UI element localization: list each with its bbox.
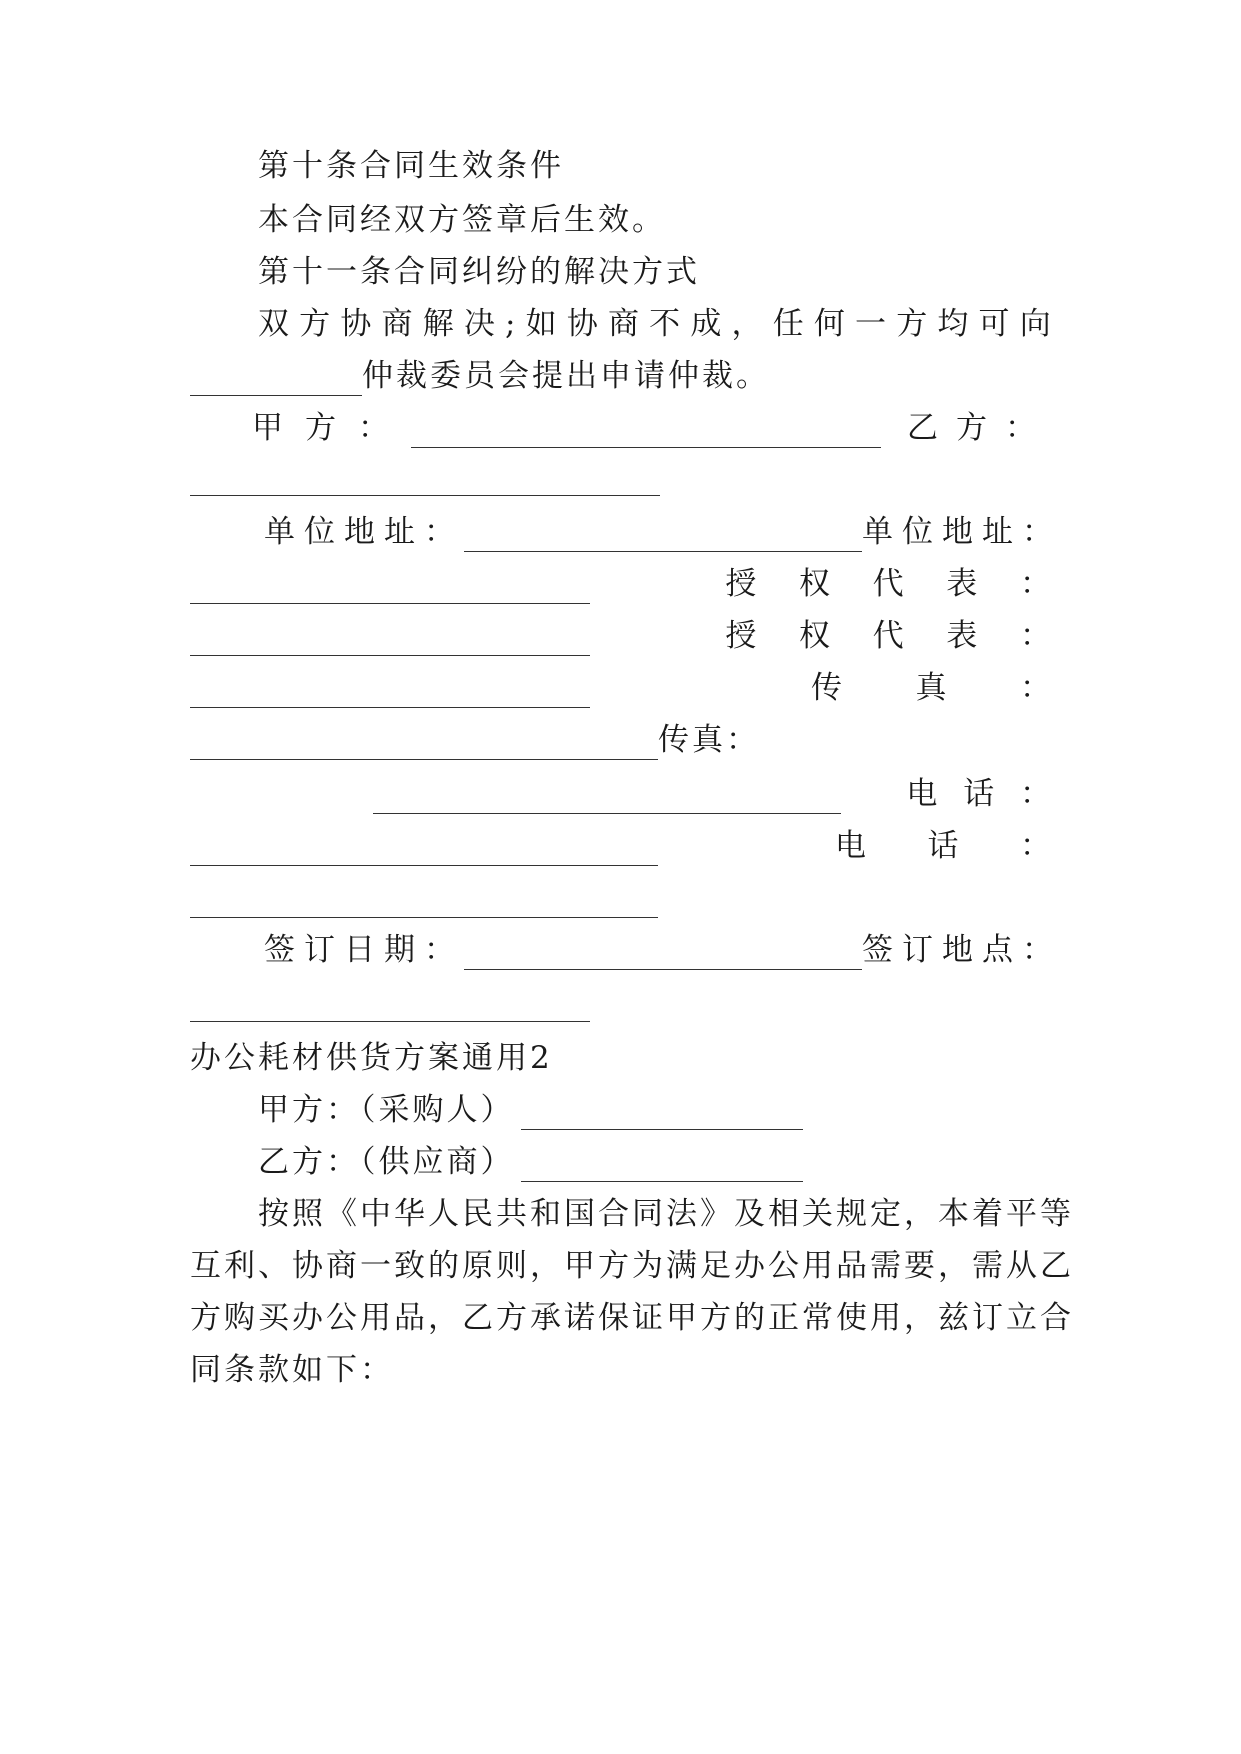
arbitration-blank — [190, 365, 362, 396]
tel-b-char: ： — [1020, 828, 1054, 864]
dispute-char: 商 — [381, 306, 416, 342]
dispute-char: 一 — [855, 306, 890, 342]
preamble-line-2: 互利、协商一致的原则，甲方为满足办公用品需要，需从乙 — [190, 1248, 1074, 1284]
buyer-line — [258, 1090, 1054, 1130]
signing-date-blank — [464, 939, 862, 970]
dispute-char: 双 — [258, 306, 292, 342]
party-a-label: 甲方： — [252, 410, 411, 446]
rep-a-blank — [190, 625, 590, 656]
fax-a-blank — [190, 729, 658, 760]
dispute-char: 决 — [463, 306, 498, 342]
dispute-char: 不 — [649, 306, 684, 342]
dispute-char: 可 — [978, 306, 1013, 342]
tel-a-char: 电 — [906, 776, 941, 812]
buyer-label: 甲方：（采购人） — [258, 1092, 515, 1128]
tel-b-blank — [190, 887, 658, 918]
dispute-char: ; — [505, 306, 519, 342]
tel-line-1 — [190, 774, 1054, 814]
preamble-line-1: 按照《中华人民共和国合同法》及相关规定，本着平等 — [258, 1196, 1074, 1232]
party-line — [190, 408, 1054, 448]
rep-a-char: ： — [1019, 566, 1054, 602]
signing-place-blank-line — [190, 982, 1054, 1022]
signing-place-label: 签订地点： — [862, 932, 1062, 968]
article-11-heading: 第十一条合同纠纷的解决方式 — [258, 254, 700, 290]
supplier-blank — [521, 1151, 803, 1182]
rep-line-1 — [190, 564, 1054, 604]
rep-a-char: 表 — [946, 566, 981, 602]
preamble-line-3: 方购买办公用品，乙方承诺保证甲方的正常使用，兹订立合 — [190, 1300, 1074, 1336]
tel-a-char: ： — [1019, 776, 1054, 812]
dispute-char: 方 — [896, 306, 931, 342]
dispute-char: 协 — [566, 306, 601, 342]
party-a-blank — [411, 417, 881, 448]
fax-b-blank — [373, 783, 841, 814]
party-b-blank-line — [190, 456, 1054, 496]
rep-line-2 — [190, 616, 1054, 656]
arbitration-line — [190, 356, 1054, 396]
section-title: 办公耗材供货方案通用2 — [190, 1040, 553, 1076]
article-10-body: 本合同经双方签章后生效。 — [258, 202, 666, 238]
dispute-char: ， — [731, 306, 766, 342]
dispute-char: 方 — [299, 306, 334, 342]
rep-a-char: 权 — [798, 566, 833, 602]
rep-b-char: 表 — [946, 618, 981, 654]
signing-place-blank — [190, 991, 590, 1022]
signing-line — [190, 930, 1062, 970]
party-b-label: 乙方： — [907, 410, 1054, 446]
party-b-blank — [190, 465, 660, 496]
tel-b-char: 电 — [835, 828, 869, 864]
dispute-char: 任 — [772, 306, 807, 342]
arbitration-text: 仲裁委员会提出申请仲裁。 — [362, 358, 770, 394]
tel-a-char: 话 — [963, 776, 998, 812]
rep-b-char: 代 — [872, 618, 907, 654]
fax-line-1 — [190, 668, 1054, 708]
tel-b-blank-line — [190, 878, 1054, 918]
tel-b-char: 话 — [927, 828, 962, 864]
rep-b-char: 权 — [798, 618, 833, 654]
tel-a-blank — [190, 835, 658, 866]
fax-a-char: 传 — [811, 670, 845, 706]
dispute-char: 如 — [525, 306, 560, 342]
address-b-label: 单位地址： — [862, 514, 1062, 550]
rep-b-char: ： — [1019, 618, 1054, 654]
rep-a-char: 授 — [725, 566, 760, 602]
article-10-heading: 第十条合同生效条件 — [258, 148, 564, 184]
dispute-char: 解 — [422, 306, 457, 342]
tel-line-2 — [190, 826, 1054, 866]
fax-a-char: 真 — [915, 670, 950, 706]
buyer-blank — [521, 1099, 803, 1130]
rep-b-blank — [190, 677, 590, 708]
dispute-char: 向 — [1019, 306, 1054, 342]
fax-line-2 — [190, 720, 1054, 760]
address-b-blank — [190, 573, 590, 604]
address-line — [190, 512, 1062, 552]
fax-b-label: 传真： — [658, 722, 760, 758]
dispute-clause-line — [258, 304, 1054, 344]
address-a-label: 单位地址： — [264, 514, 464, 550]
dispute-char: 协 — [340, 306, 375, 342]
signing-date-label: 签订日期： — [264, 932, 464, 968]
dispute-char: 均 — [937, 306, 972, 342]
address-a-blank — [464, 521, 862, 552]
preamble-line-4: 同条款如下： — [190, 1352, 394, 1388]
dispute-char: 商 — [608, 306, 642, 342]
supplier-line — [258, 1142, 1054, 1182]
supplier-label: 乙方：（供应商） — [258, 1144, 515, 1180]
fax-a-char: ： — [1020, 670, 1054, 706]
dispute-char: 何 — [813, 306, 848, 342]
rep-a-char: 代 — [872, 566, 907, 602]
dispute-char: 成 — [690, 306, 725, 342]
rep-b-char: 授 — [725, 618, 760, 654]
